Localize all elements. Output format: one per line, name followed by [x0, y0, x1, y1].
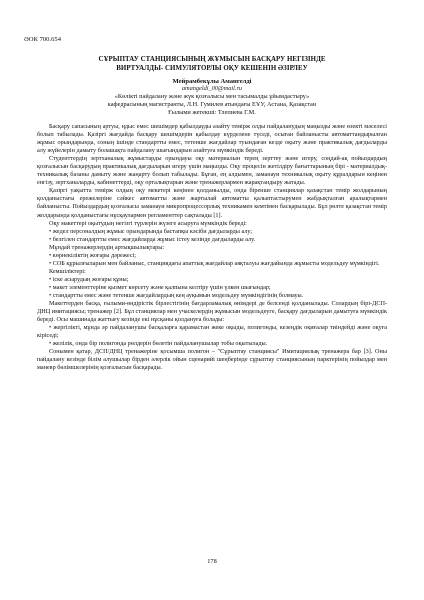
list-item: • белгілен стандартты емес жағдайларда жұмыс істеу кезінде дағдыларды алу.	[49, 235, 256, 243]
paragraph: Басқару сапасының артуы, ңдыс емес шешімдер қабылдауды азайту темірж олды пайдаланудың маңызды және өзекті мәселесі болып табылады. Қазіргі жағдайда басқару шешімдерін қабылдау күрделене түседі, осыған байланысты автоматтандырылған жұмыс орындарында, соның ішінде стандартты емес, тетенше жағдайлар туындаған кезде оқыту және практикалық дағдыларды алу жүйелерін дамыту болашақта пайдалану шығындарын азайтуға мүмкіндік береді.	[37, 123, 387, 155]
page-number: 178	[207, 558, 217, 565]
article-title	[37, 55, 387, 73]
list-item: • жедел персоналдың жұмыс орындарында бастапқы кәсіби дағдыларды алу;	[49, 227, 253, 235]
article-body	[37, 36, 387, 372]
author-name: Мейрамбекұлы Амангелді	[172, 78, 252, 85]
title-line: СҰРЫПТАУ СТАНЦИЯСЫНЫҢ ЖҰМЫСЫН БАСҚАРУ НЕГІЗІНДЕ	[98, 56, 326, 63]
list-item: • желілік, онда бір полигонда рөлдерін бөлетін пайдаланушылар тобы оқытылады.	[49, 340, 268, 348]
list-item: • көрнекіліктің жоғары дәрежесі;	[49, 251, 137, 259]
paragraph: Студенттердің зертханалық жұмыстарды орындауы оқу материалын терең зерттеу және игеру, соңдай-ақ пойыздардың қозғалысын басқарудың практикалық дағдыларын игеру үшін маңызды. Оқу процесін жетілдіру бағыттарының бірі - материалдық-техникалық базаны дамыту және жаңарту болып табылады. Бұған, ең алдымен, заманауи техникалық оқыту құралдарын кеңінен енгізу, зертханаларды, кабинеттерді, оқу орталықтарын және тренажерлармен жарақтандыру жатады.	[37, 155, 387, 187]
paragraph: Макеттерден басқа, ғылыми-өндірістік бірлестігінің бағдарламалық өнімдері де белсенді қолданылады. Солардың бірі-ДСП-ДНЦ имитациясы; тренажер [2]. Бұл станциялар мен учаскелердің жұмысын модельдеуге, басқару дағдыларын дамытуға мүмкіндік береді. Осы машинада жаттығу кезінде екі нұсқаны қолдануға болады:	[37, 300, 387, 324]
list-item: • іске асырудың жоғары құны;	[49, 275, 129, 283]
paragraph: Кемшіліктері:	[49, 267, 86, 275]
paragraph: Сонымен қатар, ДСП/ДНЦ тренажеріне қосымша полигон – "Сұрыптау станциясы" Имитациялық тренажера бар [3]. Оны пайдалану кезінде білім алушылар бірден әлерлік ойын сценарийі шеңберінде сұрыптау станциясының парктерінің пойыздар мен маневр бөлімшелерінің қозғалысын басқарады.	[37, 348, 387, 372]
paragraph: Мұндай тренажерлердің артықшылықтары:	[49, 243, 165, 251]
list-item: • стандартты емес және тетенше жағдайлардың кең ауқымын модельдеу мүмкіндігінің болмауы.	[49, 291, 304, 299]
affiliation-line: кафедрасының магистранты, Л.Н. Гумилев атындағы ЕҰУ, Астана, Қазақстан	[107, 101, 317, 108]
list-item: • макет элементтеріне қызмет көрсету және қалпына келтіру үшін үлкен шығындар;	[49, 283, 271, 291]
supervisor: Ғылыми жетекші: Тлепиева Г.М.	[168, 109, 256, 116]
list-item: • жергілікті, мұнда әр пайдаланушы басқаларға қарамастан жеке оқыды, полигонды, кезеңдік оқиғалар тиіндейді және оқуға кіріседі;	[37, 324, 387, 340]
udc-code: ӘОК 700.654	[24, 36, 61, 43]
list-item: • СОБ құрылғыларын мен байланыс, станциядағы апаттық жағдайлар аяқталуы жағдайында жұмысты модельдеу мүмкіндігі.	[49, 259, 380, 267]
title-line: ВИРТУАЛДЫ- СИМУЛЯТОРЛЫ ОҚУ КЕШЕНІН ӘЗІРЛЕУ	[116, 65, 308, 72]
affiliation-line: «Көлікті пайдалану және жүк қозғалысы мен тасымалды ұйымдастыру»	[114, 93, 310, 100]
author-email[interactable]: amangeldi_00@mail.ru	[181, 85, 243, 92]
paragraph: Оқу макеттері оқытудың негізгі түрлерін жүзеге асыруға мүмкіндік береді:	[49, 219, 247, 227]
paragraph: Қазіргі уақытта темірж олдың оқу мекетері кеңінен қолданылды, онда біренше станциялар қазақстан темір жолдарының қолданыстағы ережелеріне сәйкес автоматты және жартылай автоматты қалыптастырумен жабдықталған аралықтармен байланысты. Пойыздардың қозғалысы заманауи микропроцессорлық техникамен кемтімен басқарылады. Бұл рөлте қазақстан темір жолдарында қолданыстағы нұсқаулармен регламенттер сақталады [1].	[37, 187, 387, 219]
